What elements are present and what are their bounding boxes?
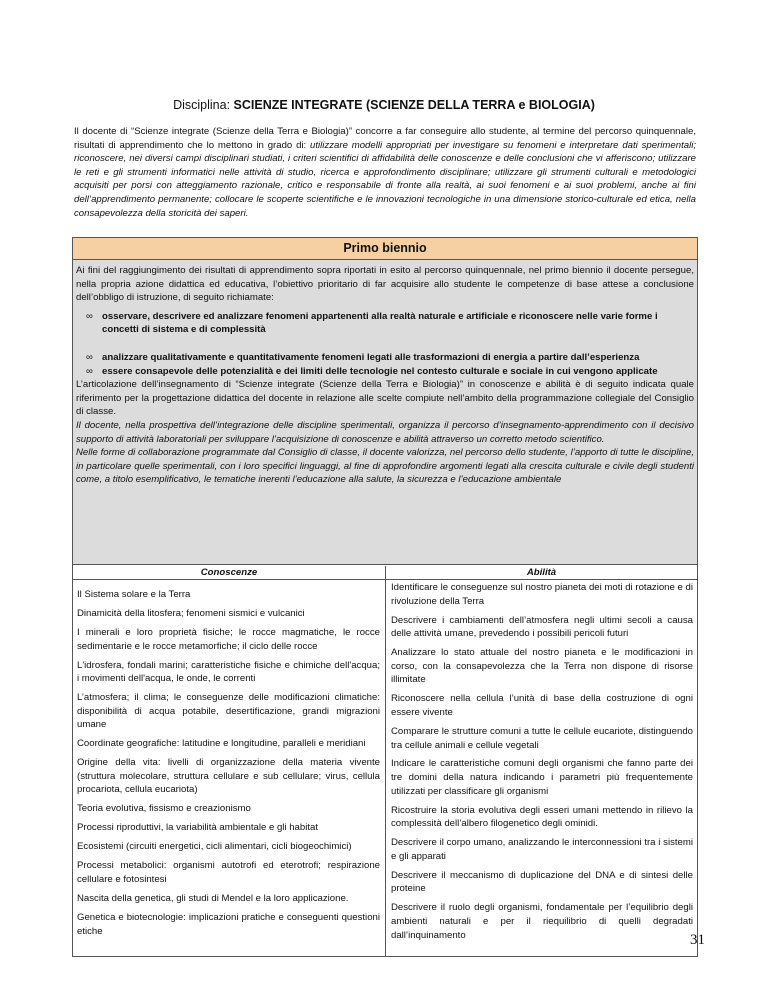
biennio-table	[72, 237, 698, 957]
conoscenza-item: Processi riproduttivi, la variabilità ambientale e gli habitat	[77, 822, 319, 834]
articolazione-paragraph: L’articolazione dell’insegnamento di “Scienze integrate (Scienze della Terra e Biologia)” in conoscenze e abilità è di seguito indicata quale riferimento per la progettazione didattica del docente in relazione alle scelte compiute nell’ambito della programmazione collegiale del Consiglio di classe.	[76, 379, 694, 418]
abilita-item: Indicare le caratteristiche comuni degli organismi che fanno parte dei tre domini della natura indicando i parametri più frequentemente utilizzati per classificare gli organismi	[391, 758, 693, 797]
section-intro: Ai fini del raggiungimento dei risultati di apprendimento sopra riportati in esito al percorso quinquennale, nel primo biennio il docente persegue, nella propria azione didattica ed educativa, l’obiettivo prioritario di far acquisire allo studente le competenze di base attese a conclusione dell’obbligo di istruzione, di seguito richiamate:	[76, 265, 694, 304]
abilita-item: Comparare le strutture comuni a tutte le cellule eucariote, distinguendo tra cellule animali e cellule vegetali	[391, 725, 693, 751]
conoscenze-list	[77, 588, 380, 944]
header-divider	[73, 579, 697, 580]
conoscenza-item: I minerali e loro proprietà fisiche; le rocce magmatiche, le rocce sedimentarie e le rocce metamorfiche; il ciclo delle rocce	[77, 626, 380, 652]
conoscenza-item: Ecosistemi (circuiti energetici, cicli alimentari, cicli biogeochimici)	[77, 841, 352, 853]
conoscenza-item: Processi metabolici: organismi autotrofi ed eterotrofi; respirazione cellulare e fotosintesi	[77, 860, 380, 885]
title-subject: SCIENZE INTEGRATE (SCIENZE DELLA TERRA e BIOLOGIA)	[233, 98, 595, 112]
column-divider	[385, 566, 386, 956]
competence-item: ∞ analizzare qualitativamente e quantitativamente fenomeni legati alle trasformazioni di energia a partire dall’esperienza	[86, 351, 640, 363]
competence-item: ∞ osservare, descrivere ed analizzare fenomeni appartenenti alla realtà naturale e artificiale e riconoscere nelle varie forme i concetti di sistema e di complessità	[86, 310, 658, 336]
title-prefix: Disciplina:	[173, 98, 234, 112]
section-header: Primo biennio	[73, 238, 697, 260]
conoscenza-item: Coordinate geografiche: latitudine e longitudine, paralleli e meridiani	[77, 738, 366, 750]
conoscenza-item: Nascita della genetica, gli studi di Mendel e la loro applicazione.	[77, 892, 349, 904]
abilita-list	[391, 581, 693, 948]
intro-plain: Il docente di “Scienze integrate (Scienze della Terra e Biologia)” concorre a far conseguire allo studente, al termine del percorso quinquennale, risultati di apprendimento che lo mettono in grado di:	[74, 126, 696, 151]
infinity-bullet-icon: ∞	[86, 351, 93, 363]
conoscenza-item: Teoria evolutiva, fissismo e creazionismo	[77, 803, 251, 815]
abilita-item: Analizzare lo stato attuale del nostro pianeta e le modificazioni in corso, con la consapevolezza che la Terra non dispone di risorse illimitate	[391, 647, 693, 686]
intro-paragraph	[74, 125, 696, 220]
page-number: 31	[690, 932, 705, 948]
abilita-item: Riconoscere nella cellula l’unità di base della costruzione di ogni essere vivente	[391, 693, 693, 718]
infinity-bullet-icon: ∞	[86, 365, 93, 377]
abilita-item: Descrivere il ruolo degli organismi, fondamentale per l’equilibrio degli ambienti naturali e per il riequilibrio di quelli degradati dall’inquinamento	[391, 902, 693, 941]
section-description	[73, 260, 697, 565]
collaborazione-paragraph: Nelle forme di collaborazione programmate dal Consiglio di classe, il docente valorizza, nel percorso dello studente, l’apporto di tutte le discipline, in particolare quelle sperimentali, con i loro specifici linguaggi, al fine di approfondire argomenti legati alla crescita culturale e civile degli studenti come, a titolo esemplificativo, le tematiche inerenti l’educazione alla salute, la sicurezza e l’educazione ambientale	[76, 447, 694, 486]
conoscenza-item: Genetica e biotecnologie: implicazioni pratiche e conseguenti questioni etiche	[77, 911, 380, 937]
conoscenze-header: Conoscenze	[200, 567, 258, 578]
abilita-item: Descrivere il corpo umano, analizzando le interconnessioni tra i sistemi e gli apparati	[391, 837, 693, 862]
abilita-item: Descrivere i cambiamenti dell’atmosfera negli ultimi secoli a causa delle attività umane, prevedendo i possibili pericoli futuri	[391, 614, 693, 640]
competence-item: ∞ essere consapevole delle potenzialità e dei limiti delle tecnologie nel contesto culturale e sociale in cui vengono applicate	[86, 365, 658, 377]
conoscenza-item: Dinamicità della litosfera; fenomeni sismici e vulcanici	[77, 607, 305, 619]
abilita-item: Ricostruire la storia evolutiva degli esseri umani mettendo in rilievo la complessità dell’albero filogenetico degli ominidi.	[391, 804, 693, 830]
page-title	[0, 98, 768, 112]
conoscenza-item: L'idrosfera, fondali marini; caratteristiche fisiche e chimiche dell'acqua; i movimenti dell'acqua, le onde, le correnti	[77, 659, 380, 685]
conoscenza-item: L’atmosfera; il clima; le conseguenze delle modificazioni climatiche: disponibilità di acqua potabile, desertificazione, grandi migrazioni umane	[77, 692, 380, 731]
abilita-header: Abilità	[526, 567, 557, 578]
conoscenza-item: Il Sistema solare e la Terra	[77, 589, 191, 600]
conoscenza-item: Origine della vita: livelli di organizzazione della materia vivente (struttura molecolare, struttura cellulare e sub cellulare; virus, cellula procariota, cellula eucariota)	[77, 757, 380, 796]
competences-list	[76, 310, 694, 378]
prospettiva-paragraph: Il docente, nella prospettiva dell’integrazione delle discipline sperimentali, organizza il percorso d’insegnamento-apprendimento con il decisivo supporto di attività laboratoriali per sviluppare l’acquisizione di conoscenze e abilità attraverso un corretto metodo scientifico.	[76, 419, 694, 445]
abilita-item: Descrivere il meccanismo di duplicazione del DNA e di sintesi delle proteine	[391, 869, 693, 895]
intro-italic: utilizzare modelli appropriati per investigare su fenomeni e interpretare dati sperimentali; riconoscere, nei diversi campi disciplinari studiati, i criteri scientifici di affidabilità delle conoscenze e delle conclusioni che vi afferiscono; utilizzare le reti e gli strumenti informatici nelle attività di studio, ricerca e approfondimento disciplinare; utilizzare gli strumenti culturali e metodologici acquisiti per porsi con atteggiamento razionale, critico e responsabile di fronte alla realtà, ai suoi fenomeni e ai suoi problemi, anche ai fini dell’apprendimento permanente; collocare le scoperte scientifiche e le innovazioni tecnologiche in una dimensione storico-culturale ed etica, nella consapevolezza della storicità dei saperi.	[74, 139, 697, 219]
abilita-item: Identificare le conseguenze sul nostro pianeta dei moti di rotazione e di rivoluzione della Terra	[391, 582, 693, 607]
infinity-bullet-icon: ∞	[86, 310, 93, 322]
